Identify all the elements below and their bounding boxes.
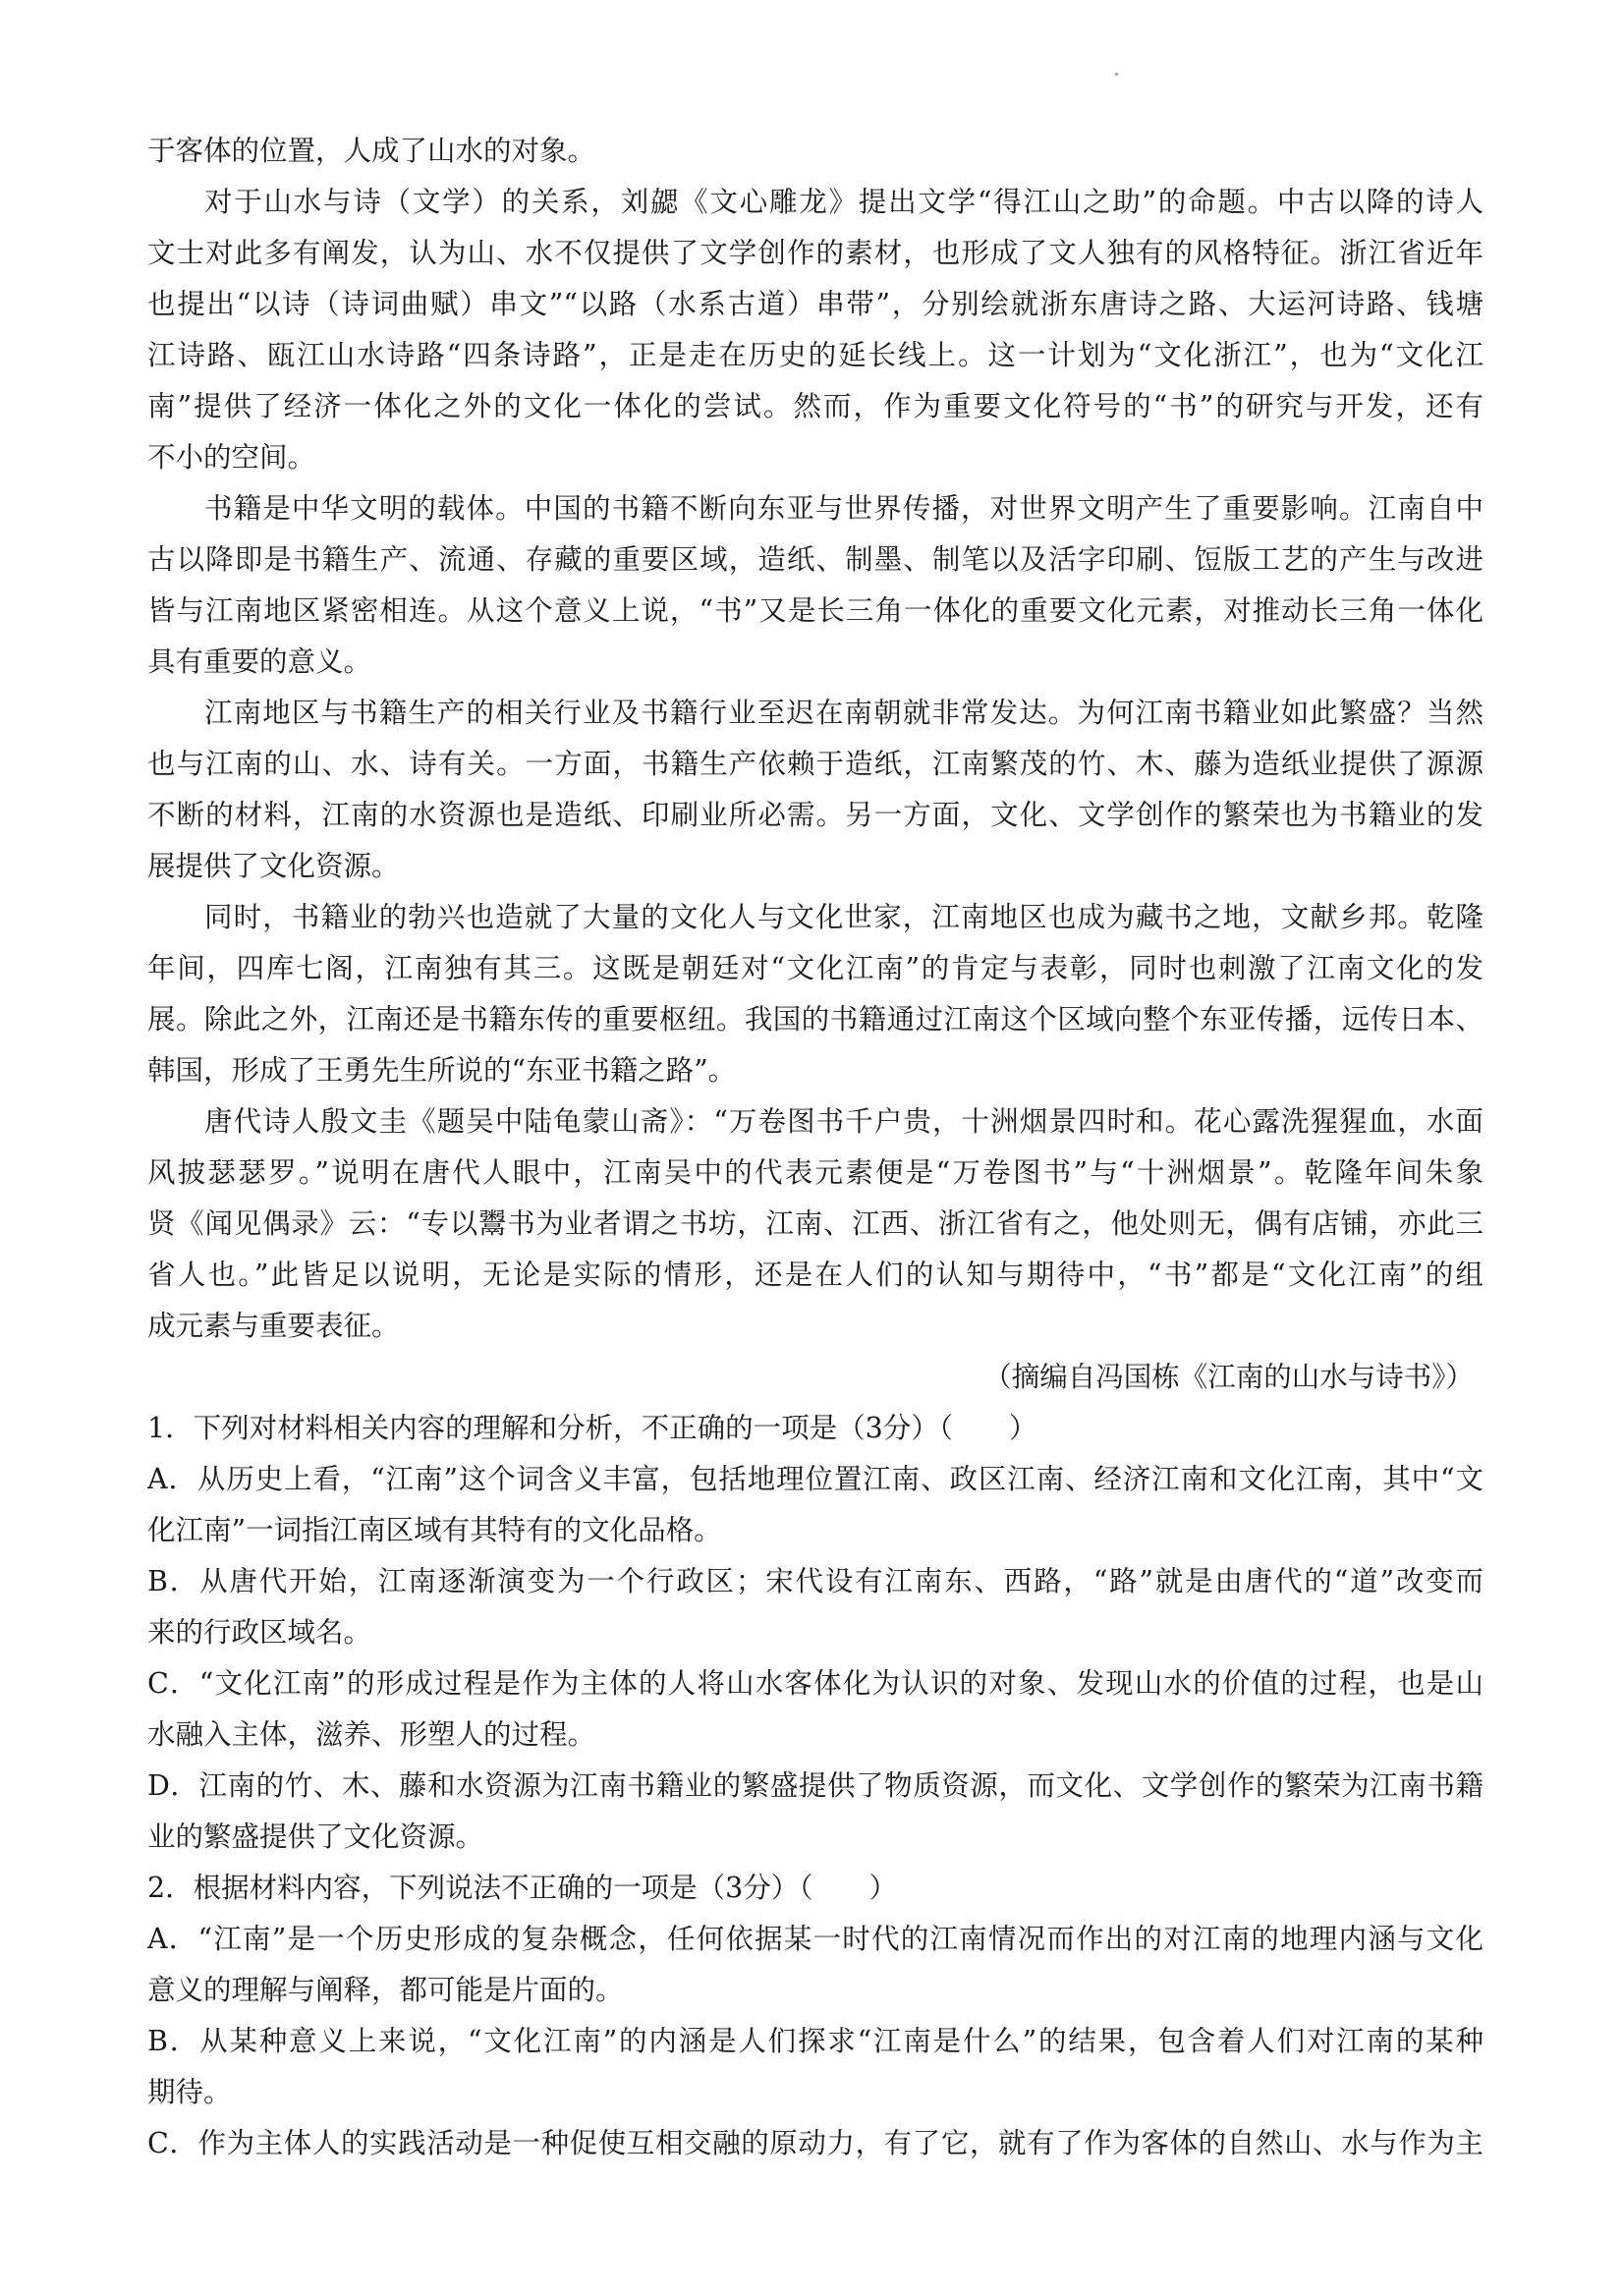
passage-line: 年间，四库七阁，江南独有其三。这既是朝廷对“文化江南”的肯定与表彰，同时也刺激了江南文化的发 (147, 952, 1483, 984)
option-b: B．从唐代开始，江南逐渐演变为一个行政区；宋代设有江南东、西路，“路”就是由唐代的“道”改变而 (147, 1565, 1483, 1597)
passage-line: 省人也。”此皆足以说明，无论是实际的情形，还是在人们的认知与期待中，“书”都是“文化江南”的组 (147, 1259, 1483, 1291)
passage-line: 文士对此多有阐发，认为山、水不仅提供了文学创作的素材，也形成了文人独有的风格特征。浙江省近年 (147, 237, 1483, 269)
passage-line: 南”提供了经济一体化之外的文化一体化的尝试。然而，作为重要文化符号的“书”的研究与开发，还有 (147, 390, 1483, 422)
passage-line: 展。除此之外，江南还是书籍东传的重要枢纽。我国的书籍通过江南这个区域向整个东亚传播，远传日本、 (147, 1003, 1483, 1036)
option-a-cont: 化江南”一词指江南区域有其特有的文化品格。 (147, 1514, 722, 1546)
passage-line: 书籍是中华文明的载体。中国的书籍不断向东亚与世界传播，对世界文明产生了重要影响。江南自中 (204, 492, 1483, 525)
scan-dot (1115, 73, 1118, 76)
passage-line: 贤《闻见偶录》云：“专以鬻书为业者谓之书坊，江南、江西、浙江省有之，他处则无，偶有店铺，亦此三 (147, 1207, 1483, 1240)
passage-line: 成元素与重要表征。 (147, 1310, 400, 1342)
option-b-cont: 期待。 (147, 2076, 232, 2108)
passage-line: 韩国，形成了王勇先生所说的“东亚书籍之路”。 (147, 1054, 737, 1087)
option-c: C．“文化江南”的形成过程是作为主体的人将山水客体化为认识的对象、发现山水的价值的过程，也是山 (147, 1667, 1483, 1700)
passage-line: 也提出“以诗（诗词曲赋）串文”“以路（水系古道）串带”，分别绘就浙东唐诗之路、大运河诗路、钱塘 (147, 288, 1483, 320)
question-stem: 2．根据材料内容，下列说法不正确的一项是（3分）（ ） (147, 1872, 898, 1904)
passage-line: 江南地区与书籍生产的相关行业及书籍行业至迟在南朝就非常发达。为何江南书籍业如此繁盛？当然 (204, 697, 1483, 729)
passage-line: 风披瑟瑟罗。”说明在唐代人眼中，江南吴中的代表元素便是“万卷图书”与“十洲烟景”。乾隆年间朱象 (147, 1156, 1483, 1189)
passage-line: 江诗路、瓯江山水诗路“四条诗路”，正是走在历史的延长线上。这一计划为“文化浙江”，也为“文化江 (147, 339, 1483, 371)
passage-line: 古以降即是书籍生产、流通、存藏的重要区域，造纸、制墨、制笔以及活字印刷、饾版工艺的产生与改进 (147, 543, 1483, 576)
document-page (147, 126, 1483, 2169)
option-d: D．江南的竹、木、藤和水资源为江南书籍业的繁盛提供了物质资源，而文化、文学创作的繁荣为江南书籍 (147, 1769, 1483, 1802)
option-d-cont: 业的繁盛提供了文化资源。 (147, 1820, 484, 1853)
passage-line: 具有重要的意义。 (147, 645, 372, 678)
option-b-cont: 来的行政区域名。 (147, 1616, 372, 1649)
option-a-cont: 意义的理解与阐释，都可能是片面的。 (147, 1974, 624, 2006)
passage-line: 唐代诗人殷文圭《题吴中陆龟蒙山斋》：“万卷图书千户贵，十洲烟景四时和。花心露洗猩猩血，水面 (204, 1105, 1483, 1138)
passage-line: 同时，书籍业的勃兴也造就了大量的文化人与文化世家，江南地区也成为藏书之地，文献乡邦。乾隆 (204, 901, 1483, 933)
option-c-cont: 水融入主体，滋养、形塑人的过程。 (147, 1718, 596, 1751)
passage-line: 皆与江南地区紧密相连。从这个意义上说，“书”又是长三角一体化的重要文化元素，对推动长三角一体化 (147, 594, 1483, 627)
passage-line: 于客体的位置，人成了山水的对象。 (147, 135, 596, 167)
question-stem: 1．下列对材料相关内容的理解和分析，不正确的一项是（3分）（ ） (147, 1412, 1037, 1444)
option-a: A．从历史上看，“江南”这个词含义丰富，包括地理位置江南、政区江南、经济江南和文化江南，其中“文 (147, 1463, 1483, 1495)
option-c: C．作为主体人的实践活动是一种促使互相交融的原动力，有了它，就有了作为客体的自然山、水与作为主 (147, 2127, 1483, 2159)
passage-line: 不小的空间。 (147, 441, 316, 474)
option-a: A．“江南”是一个历史形成的复杂概念，任何依据某一时代的江南情况而作出的对江南的地理内涵与文化 (147, 1923, 1483, 1955)
passage-line: 也与江南的山、水、诗有关。一方面，书籍生产依赖于造纸，江南繁茂的竹、木、藤为造纸业提供了源源 (147, 748, 1483, 780)
passage-line: 展提供了文化资源。 (147, 850, 400, 882)
option-b: B．从某种意义上来说，“文化江南”的内涵是人们探求“江南是什么”的结果，包含着人们对江南的某种 (147, 2025, 1483, 2057)
passage-line: 不断的材料，江南的水资源也是造纸、印刷业所必需。另一方面，文化、文学创作的繁荣也为书籍业的发 (147, 799, 1483, 831)
source-citation: （摘编自冯国栋《江南的山水与诗书》） (983, 1361, 1474, 1393)
passage-line: 对于山水与诗（文学）的关系，刘勰《文心雕龙》提出文学“得江山之助”的命题。中古以降的诗人 (204, 186, 1483, 218)
